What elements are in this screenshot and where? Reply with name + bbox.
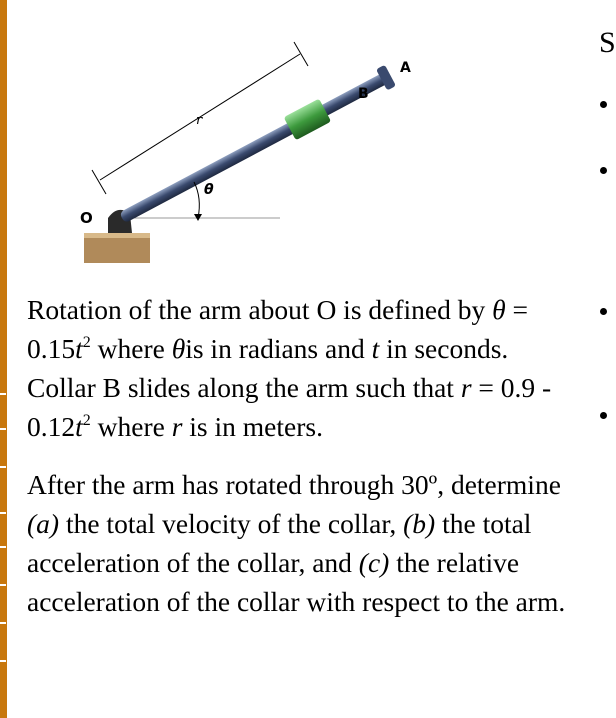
theta-arc bbox=[194, 182, 199, 218]
label-b: B bbox=[358, 86, 369, 102]
rotating-arm bbox=[116, 65, 396, 229]
side-bullet bbox=[600, 167, 607, 174]
label-a: A bbox=[400, 60, 411, 76]
label-theta: θ bbox=[204, 182, 214, 198]
side-bullet bbox=[600, 412, 607, 419]
side-panel-letter: S bbox=[599, 26, 616, 59]
label-o: O bbox=[80, 209, 93, 227]
slide-accent-bar bbox=[0, 0, 7, 718]
problem-statement bbox=[27, 290, 572, 621]
problem-paragraph-1: Rotation of the arm about O is defined by $\theta = 0.15t^2$ where θis in radians and t in seconds. Collar B slides along the arm such that $r = 0.9 - 0.12t^2$ where r is in meters. bbox=[27, 294, 552, 442]
problem-paragraph-2: After the arm has rotated through 30º, determine (a) the total velocity of the collar, (b) the total acceleration of the collar, and (c) the relative acceleration of the collar with respect to the arm. bbox=[27, 469, 566, 617]
label-r: r bbox=[196, 113, 203, 128]
side-bullet bbox=[600, 101, 607, 108]
side-bullet bbox=[600, 308, 607, 315]
rotating-arm-figure bbox=[70, 18, 430, 268]
